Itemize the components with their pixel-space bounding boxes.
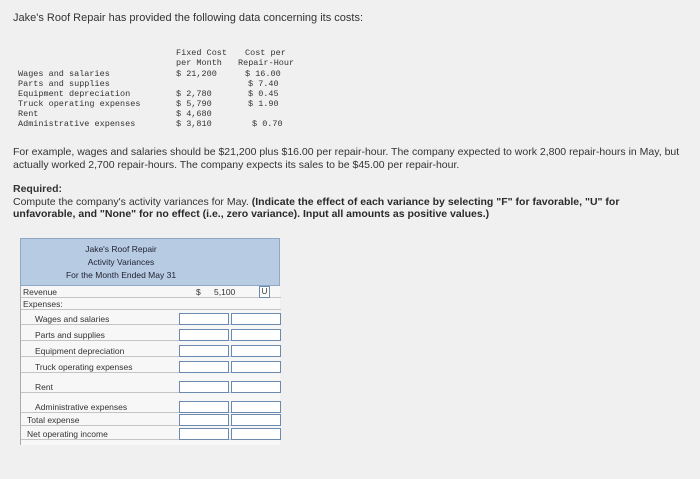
revenue-label: Revenue bbox=[23, 287, 58, 297]
variance-effect-select[interactable] bbox=[231, 381, 281, 393]
var-cost-header-1: Cost per bbox=[245, 48, 286, 58]
intro-text: Jake's Roof Repair has provided the following data concerning its costs: bbox=[13, 12, 364, 24]
cost-row-label: Rent bbox=[18, 109, 39, 119]
revenue-row bbox=[21, 286, 281, 298]
cost-row-fixed: $ 21,200 bbox=[176, 69, 217, 79]
net-operating-income-row bbox=[21, 428, 281, 440]
cost-row-label: Administrative expenses bbox=[18, 119, 136, 129]
expenses-heading-row bbox=[21, 298, 281, 310]
cost-row-var: $ 7.40 bbox=[248, 79, 279, 89]
cost-row-fixed: $ 3,810 bbox=[176, 119, 212, 129]
net-operating-income-label: Net operating income bbox=[27, 429, 108, 439]
variance-effect-select[interactable] bbox=[231, 361, 281, 373]
cost-row-fixed: $ 4,680 bbox=[176, 109, 212, 119]
total-expense-input[interactable] bbox=[179, 414, 229, 426]
example-text: For example, wages and salaries should be $21,200 plus $16.00 per repair-hour. The company expected to work 2,800 repair-hours in May, but actually worked 2,700 repair-hours. The company expects its sales to be $45.00 per repair-hour. bbox=[13, 146, 680, 171]
revenue-effect-select[interactable]: U bbox=[259, 286, 270, 298]
variance-effect-select[interactable] bbox=[231, 345, 281, 357]
variance-effect-select[interactable] bbox=[231, 401, 281, 413]
expense-row bbox=[21, 401, 281, 413]
net-operating-income-effect-select[interactable] bbox=[231, 428, 281, 440]
variance-amount-input[interactable] bbox=[179, 313, 229, 325]
activity-title-company: Jake's Roof Repair bbox=[85, 244, 157, 254]
cost-row-fixed: $ 5,790 bbox=[176, 99, 212, 109]
activity-variance-table bbox=[20, 238, 280, 445]
cost-row-label: Wages and salaries bbox=[18, 69, 110, 79]
variance-amount-input[interactable] bbox=[179, 381, 229, 393]
expense-row bbox=[21, 381, 281, 393]
total-expense-row bbox=[21, 414, 281, 426]
cost-row-var: $ 0.70 bbox=[252, 119, 283, 129]
expense-row bbox=[21, 345, 281, 357]
expense-row bbox=[21, 329, 281, 341]
variance-amount-input[interactable] bbox=[179, 345, 229, 357]
variance-amount-input[interactable] bbox=[179, 329, 229, 341]
expense-row-label: Rent bbox=[35, 382, 53, 392]
revenue-variance-value[interactable]: 5,100 bbox=[214, 287, 236, 297]
expense-row-label: Wages and salaries bbox=[35, 314, 110, 324]
required-instruction: (Indicate the effect of each variance by selecting "F" for favorable, "U" for unfavorable, and "None" for no effect (i.e., zero variance). Input all amounts as positive values.) bbox=[13, 195, 620, 220]
cost-row-label: Truck operating expenses bbox=[18, 99, 141, 109]
expense-row bbox=[21, 361, 281, 373]
required-heading: Required: bbox=[13, 183, 63, 195]
cost-row-fixed: $ 2,780 bbox=[176, 89, 212, 99]
expense-row-label: Equipment depreciation bbox=[35, 346, 125, 356]
cost-row-var: $ 0.45 bbox=[248, 89, 279, 99]
expense-row-label: Truck operating expenses bbox=[35, 362, 133, 372]
total-expense-effect-select[interactable] bbox=[231, 414, 281, 426]
cost-row-var: $ 1.90 bbox=[248, 99, 279, 109]
expenses-label: Expenses: bbox=[23, 299, 63, 309]
activity-table-header bbox=[20, 238, 280, 286]
variance-amount-input[interactable] bbox=[179, 401, 229, 413]
variance-effect-select[interactable] bbox=[231, 313, 281, 325]
cost-row-var: $ 16.00 bbox=[245, 69, 281, 79]
net-operating-income-input[interactable] bbox=[179, 428, 229, 440]
activity-title-name: Activity Variances bbox=[87, 257, 155, 267]
total-expense-label: Total expense bbox=[27, 415, 80, 425]
cost-row-label: Equipment depreciation bbox=[18, 89, 131, 99]
activity-table-body bbox=[20, 286, 280, 445]
expense-row-label: Parts and supplies bbox=[35, 330, 105, 340]
fixed-cost-header-2: per Month bbox=[176, 58, 222, 68]
expense-row-label: Administrative expenses bbox=[35, 402, 128, 412]
expense-row bbox=[21, 313, 281, 325]
variance-effect-select[interactable] bbox=[231, 329, 281, 341]
cost-row-label: Parts and supplies bbox=[18, 79, 110, 89]
var-cost-header-2: Repair-Hour bbox=[238, 58, 295, 68]
required-section bbox=[13, 183, 683, 221]
required-text: Compute the company's activity variances for May. bbox=[13, 195, 249, 208]
revenue-dollar-sign: $ bbox=[196, 287, 201, 297]
activity-title-period: For the Month Ended May 31 bbox=[65, 270, 177, 280]
variance-amount-input[interactable] bbox=[179, 361, 229, 373]
fixed-cost-header-1: Fixed Cost bbox=[176, 48, 228, 58]
